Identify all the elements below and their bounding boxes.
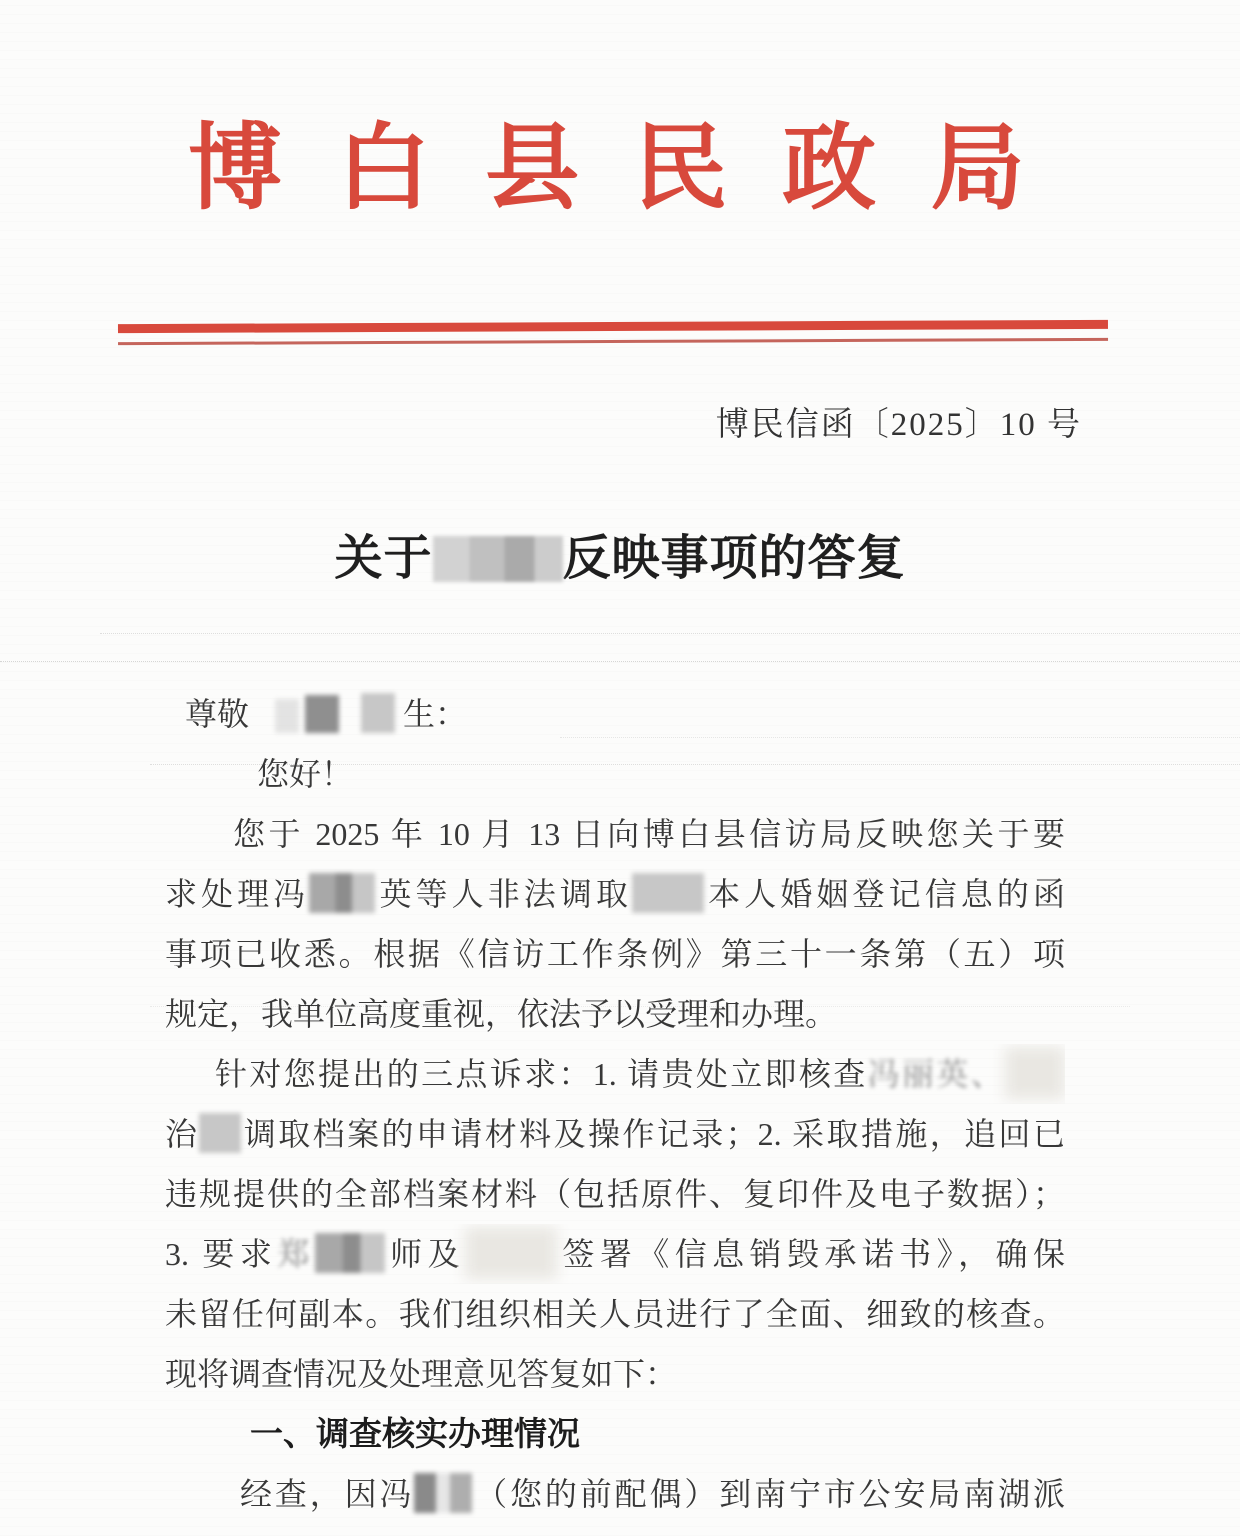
redaction-blur <box>433 536 563 582</box>
letter-body <box>165 684 1065 1524</box>
redaction-blur <box>199 1113 241 1153</box>
body-line <box>165 1104 1065 1164</box>
document-number: 博民信函〔2025〕10 号 <box>715 407 1082 443</box>
divider-thin-line <box>118 338 1108 345</box>
text-segment: 治 <box>165 1116 200 1152</box>
text-segment: 事项已收悉。根据《信访工作条例》第三十一条第（五）项 <box>165 936 1065 972</box>
text-segment: 求处理冯 <box>165 876 310 912</box>
title-prefix: 关于 <box>334 532 433 585</box>
body-lines <box>165 804 1065 1524</box>
text-segment: 英等人非法调取 <box>375 876 633 912</box>
body-line <box>165 1224 1065 1284</box>
salutation-suffix: 生： <box>403 696 468 732</box>
document-title <box>0 524 1240 594</box>
text-segment: （您的前配偶）到南宁市公安局南湖派 <box>472 1476 1065 1512</box>
redaction-blur <box>465 1227 557 1279</box>
text-segment: 经查，因冯 <box>240 1476 415 1512</box>
redaction-blur <box>309 873 375 913</box>
body-line <box>165 1044 1065 1104</box>
scan-streak <box>100 633 1240 634</box>
letterhead-divider <box>118 320 1108 345</box>
text-segment: 针对您提出的三点诉求：1. 请贵处立即核查 <box>215 1056 868 1092</box>
text-segment: 规定，我单位高度重视，依法予以受理和办理。 <box>165 996 838 1032</box>
text-segment: 签署《信息销毁承诺书》，确保 <box>557 1236 1065 1272</box>
text-segment: 师及 <box>384 1236 465 1272</box>
body-line <box>165 864 1065 924</box>
text-segment: 违规提供的全部档案材料（包括原件、复印件及电子数据）； <box>165 1176 1065 1212</box>
body-line <box>165 1284 1065 1344</box>
body-line <box>165 984 1065 1044</box>
section-heading <box>165 1404 1065 1464</box>
text-segment: 本人婚姻登记信息的函 <box>704 876 1065 912</box>
text-segment: 调取档案的申请材料及操作记录；2. 采取措施，追回已 <box>241 1116 1065 1152</box>
agency-letterhead: 博白县民政局 <box>188 117 1080 221</box>
redaction-blur <box>275 699 299 733</box>
scan-streak <box>0 661 1240 662</box>
salutation-line <box>165 684 1065 744</box>
redaction-blur <box>305 695 339 733</box>
body-line <box>165 1344 1065 1404</box>
redaction-blur <box>632 873 704 913</box>
text-segment: 未留任何副本。我们组织相关人员进行了全面、细致的核查。 <box>165 1296 1065 1332</box>
greeting-line: 您好！ <box>257 756 354 792</box>
text-segment: 现将调查情况及处理意见答复如下： <box>165 1356 678 1392</box>
title-suffix: 反映事项的答复 <box>562 532 906 585</box>
redaction-blur <box>414 1473 472 1513</box>
text-segment: 您于 2025 年 10 月 13 日向博白县信访局反映您关于要 <box>233 816 1065 852</box>
body-line <box>165 804 1065 864</box>
body-line <box>165 924 1065 984</box>
redaction-blur <box>1005 1047 1065 1099</box>
divider-thick-line <box>118 320 1108 333</box>
redaction-blur <box>315 1233 385 1273</box>
salutation-prefix: 尊敬 <box>185 696 250 732</box>
body-line <box>165 1464 1065 1524</box>
text-segment: 3. 要求 <box>165 1236 278 1272</box>
text-segment: 一、调查核实办理情况 <box>250 1415 580 1452</box>
text-segment: 郑 <box>277 1236 315 1272</box>
redaction-blur <box>361 693 395 733</box>
text-segment: 冯丽英、 <box>867 1056 1005 1092</box>
body-line <box>165 1164 1065 1224</box>
